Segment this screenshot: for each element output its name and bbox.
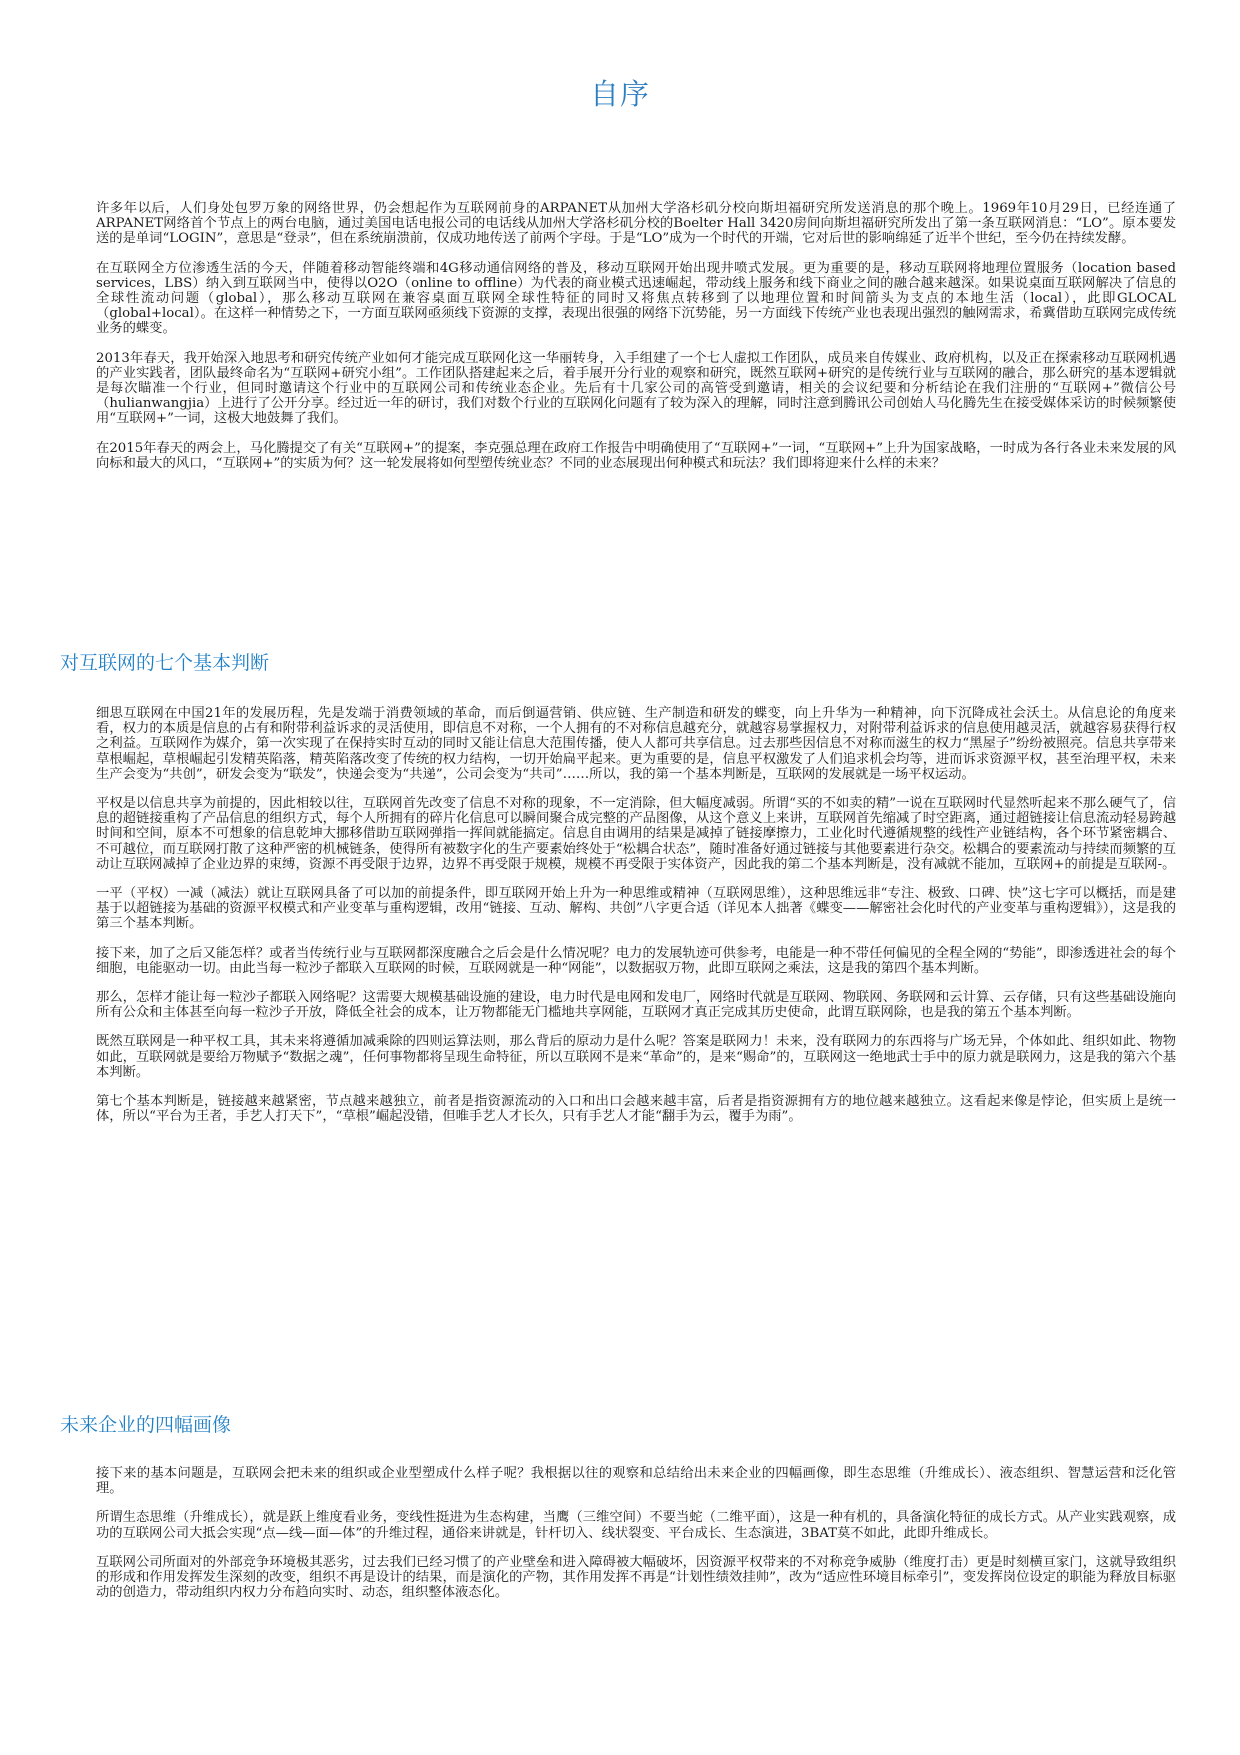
paragraph: 2013年春天，我开始深入地思考和研究传统产业如何才能完成互联网化这一华丽转身，入手组建了一个七人虚拟工作团队，成员来自传媒业、政府机构，以及正在探索移动互联网机遇的产业实践者，团队最终命名为“互联网+研究小组”。工作团队搭建起来之后，着手展开分行业的观察和研究，既然互联网+研究的是传统行业与互联网的融合，那么研究的基本逻辑就是每次瞄准一个行业，但同时邀请这个行业中的互联网公司和传统业态企业。先后有十几家公司的高管受到邀请，相关的会议纪要和分析结论在我们注册的“互联网+”微信公号（hulianwangjia）上进行了公开分享。经过近一年的研讨，我们对数个行业的互联网化问题有了较为深入的理解，同时注意到腾讯公司创始人马化腾先生在接受媒体采访的时候频繁使用“互联网+”一词，这极大地鼓舞了我们。 <box>96 350 1176 427</box>
paragraph: 一平（平权）一减（减法）就让互联网具备了可以加的前提条件，即互联网开始上升为一种思维或精神（互联网思维），这种思维远非“专注、极致、口碑、快”这七字可以概括，而是建基于以超链接为基础的资源平权模式和产业变革与重构逻辑，改用“链接、互动、解构、共创”八字更合适（详见本人拙著《蝶变——解密社会化时代的产业变革与重构逻辑》），这是我的第三个基本判断。 <box>96 886 1176 932</box>
paragraph: 平权是以信息共享为前提的，因此相较以往，互联网首先改变了信息不对称的现象，不一定消除，但大幅度减弱。所谓“买的不如卖的精”一说在互联网时代显然听起来不那么硬气了，信息的超链接重构了产品信息的组织方式，每个人所拥有的碎片化信息可以瞬间聚合成完整的产品图像，从这个意义上来讲，互联网首先缩减了时空距离，通过超链接让信息流动轻易跨越时间和空间，原本不可想象的信息乾坤大挪移借助互联网弹指一挥间就能搞定。信息自由调用的结果是减掉了链接摩擦力，工业化时代遵循规整的线性产业链结构，各个环节紧密耦合、不可越位，而互联网打散了这种严密的机械链条，使得所有被数字化的生产要素始终处于“松耦合状态”，随时准备好通过链接与其他要素进行杂交。松耦合的要素流动与持续而频繁的互动让互联网减掉了企业边界的束缚，资源不再受限于边界，边界不再受限于规模，规模不再受限于实体资产，因此我的第二个基本判断是，没有减就不能加，互联网+的前提是互联网-。 <box>96 796 1176 872</box>
paragraph: 接下来的基本问题是，互联网会把未来的组织或企业型塑成什么样子呢？我根据以往的观察和总结给出未来企业的四幅画像，即生态思维（升维成长）、液态组织、智慧运营和泛化管理。 <box>96 1466 1176 1497</box>
section-heading-seven-judgments: 对互联网的七个基本判断 <box>60 652 270 674</box>
paragraph: 许多年以后，人们身处包罗万象的网络世界，仍会想起作为互联网前身的ARPANET从加州大学洛杉矶分校向斯坦福研究所发送消息的那个晚上。1969年10月29日，已经连通了ARPANET网络首个节点上的两台电脑，通过美国电话电报公司的电话线从加州大学洛杉矶分校的Boelter Hall 3420房间向斯坦福研究所发出了第一条互联网消息：“LO”。原本要发送的是单词“LOGIN”，意思是“登录”，但在系统崩溃前，仅成功地传送了前两个字母。于是“LO”成为一个时代的开端，它对后世的影响绵延了近半个世纪，至今仍在持续发酵。 <box>96 201 1176 247</box>
page-title: 自序 <box>589 77 650 111</box>
paragraph: 第七个基本判断是，链接越来越紧密，节点越来越独立，前者是指资源流动的入口和出口会越来越丰富，后者是指资源拥有方的地位越来越独立。这看起来像是悖论，但实质上是统一体，所以“平台为王者，手艺人打天下”，“草根”崛起没错，但唯手艺人才长久，只有手艺人才能“翻手为云，覆手为雨”。 <box>96 1094 1176 1125</box>
section-heading-four-portraits: 未来企业的四幅画像 <box>60 1414 232 1436</box>
paragraph: 接下来，加了之后又能怎样？或者当传统行业与互联网都深度融合之后会是什么情况呢？电力的发展轨迹可供参考，电能是一种不带任何偏见的全程全网的“势能”，即渗透进社会的每个细胞，电能驱动一切。由此当每一粒沙子都联入互联网的时候，互联网就是一种“网能”，以数据驭万物，此即互联网之乘法，这是我的第四个基本判断。 <box>96 945 1176 976</box>
paragraph: 在2015年春天的两会上，马化腾提交了有关“互联网+”的提案，李克强总理在政府工作报告中明确使用了“互联网+”一词，“互联网+”上升为国家战略，一时成为各行各业未来发展的风向标和最大的风口，“互联网+”的实质为何？这一轮发展将如何型塑传统业态？不同的业态展现出何种模式和玩法？我们即将迎来什么样的未来？ <box>96 440 1176 471</box>
section-seven-judgments-body <box>96 706 1176 1138</box>
paragraph: 细思互联网在中国21年的发展历程，先是发端于消费领域的革命，而后倒逼营销、供应链、生产制造和研发的蝶变，向上升华为一种精神，向下沉降成社会沃土。从信息论的角度来看，权力的本质是信息的占有和附带利益诉求的灵活使用，即信息不对称，一个人拥有的不对称信息越充分，就越容易掌握权力，对附带利益诉求的信息使用越灵活，就越容易获得行权之利益。互联网作为媒介，第一次实现了在保持实时互动的同时又能让信息大范围传播，使人人都可共享信息。过去那些因信息不对称而滋生的权力“黑屋子”纷纷被照亮。信息共享带来草根崛起，草根崛起引发精英陷落，精英陷落改变了传统的权力结构，一切开始扁平起来。更为重要的是，信息平权激发了人们追求机会均等，进而诉求资源平权，甚至治理平权，未来生产会变为“共创”，研发会变为“联发”，快递会变为“共递”，公司会变为“共司”……所以，我的第一个基本判断是，互联网的发展就是一场平权运动。 <box>96 706 1176 782</box>
section-four-portraits-body <box>96 1466 1176 1614</box>
paragraph: 既然互联网是一种平权工具，其未来将遵循加减乘除的四则运算法则，那么背后的原动力是什么呢？答案是联网力！未来，没有联网力的东西将与广场无异，个体如此、组织如此、物物如此，互联网就是要给万物赋予“数据之魂”，任何事物都将呈现生命特征，所以互联网不是来“革命”的，是来“赐命”的，互联网这一绝地武士手中的原力就是联网力，这是我的第六个基本判断。 <box>96 1034 1176 1080</box>
paragraph: 互联网公司所面对的外部竞争环境极其恶劣，过去我们已经习惯了的产业壁垒和进入障碍被大幅破坏，因资源平权带来的不对称竞争威胁（维度打击）更是时刻横亘家门，这就导致组织的形成和作用发挥发生深刻的改变，组织不再是设计的结果，而是演化的产物，其作用发挥不再是“计划性绩效挂帅”，改为“适应性环境目标牵引”，变发挥岗位设定的职能为释放目标驱动的创造力，带动组织内权力分布趋向实时、动态，组织整体液态化。 <box>96 1554 1176 1601</box>
paragraph: 在互联网全方位渗透生活的今天，伴随着移动智能终端和4G移动通信网络的普及，移动互联网开始出现井喷式发展。更为重要的是，移动互联网将地理位置服务（location based services，LBS）纳入到互联网当中，使得以O2O（online to offline）为代表的商业模式迅速崛起，带动线上服务和线下商业之间的融合越来越深。如果说桌面互联网解决了信息的全球性流动问题（global），那么移动互联网在兼容桌面互联网全球性特征的同时又将焦点转移到了以地理位置和时间箭头为支点的本地生活（local），此即GLOCAL（global+local）。在这样一种情势之下，一方面互联网亟须线下资源的支撑，表现出很强的网络下沉势能，另一方面线下传统产业也表现出强烈的触网需求，希冀借助互联网完成传统业务的蝶变。 <box>96 260 1176 337</box>
paragraph: 那么，怎样才能让每一粒沙子都联入网络呢？这需要大规模基础设施的建设，电力时代是电网和发电厂，网络时代就是互联网、物联网、务联网和云计算、云存储，只有这些基础设施向所有公众和主体甚至向每一粒沙子开放，降低全社会的成本，让万物都能无门槛地共享网能，互联网才真正完成其历史使命，此谓互联网除，也是我的第五个基本判断。 <box>96 990 1176 1021</box>
paragraph: 所谓生态思维（升维成长），就是跃上维度看业务，变线性挺进为生态构建，当鹰（三维空间）不要当蛇（二维平面），这是一种有机的，具备演化特征的成长方式。从产业实践观察，成功的互联网公司大抵会实现“点—线—面—体”的升维过程，通俗来讲就是，针杆切入、线状裂变、平台成长、生态演进，3BAT莫不如此，此即升维成长。 <box>96 1510 1176 1541</box>
preface-body <box>96 201 1176 485</box>
